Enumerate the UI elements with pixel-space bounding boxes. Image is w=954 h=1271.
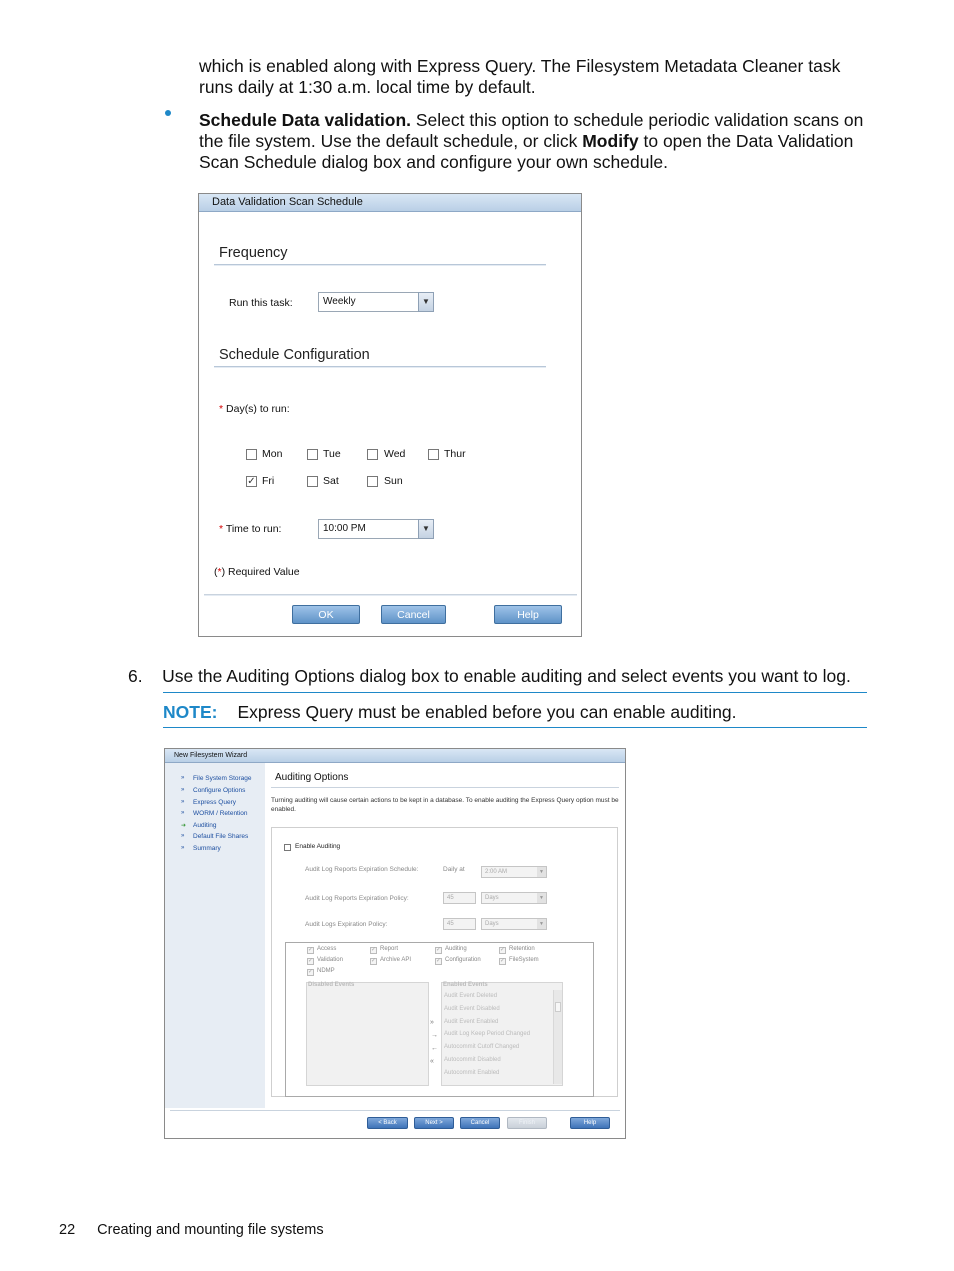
filesystem-label: FileSystem <box>509 957 539 963</box>
report-time-value: 2:00 AM <box>485 869 508 875</box>
bullet-lead: Schedule Data validation. <box>199 110 411 130</box>
wizard-cancel-button[interactable]: Cancel <box>460 1117 500 1129</box>
wed-label: Wed <box>384 448 406 460</box>
thur-checkbox[interactable] <box>428 449 439 460</box>
page-footer <box>59 1222 324 1238</box>
filesystem-wizard-dialog <box>164 748 626 1139</box>
bullet-icon: » <box>181 833 185 839</box>
chevron-down-icon[interactable]: ▼ <box>418 292 434 312</box>
filesystem-checkbox[interactable]: ✓ <box>500 958 506 964</box>
access-label: Access <box>317 946 337 952</box>
time-label: Time to run: <box>225 523 282 535</box>
current-arrow-icon: ➜ <box>181 823 187 829</box>
chevron-down-icon[interactable]: ▼ <box>537 893 546 903</box>
ok-button[interactable]: OK <box>292 605 360 624</box>
bullet-modify: Modify <box>582 131 639 151</box>
bullet-icon: » <box>181 799 185 805</box>
bullet-icon: » <box>181 787 185 793</box>
wizard-title: New Filesystem Wizard <box>165 749 625 763</box>
paren-close: ) <box>221 566 226 578</box>
time-value: 10:00 PM <box>323 523 366 534</box>
step-number: 6. <box>128 666 143 686</box>
dialog-title: Data Validation Scan Schedule <box>199 194 581 212</box>
nav-express-query[interactable]: Express Query <box>193 799 236 806</box>
nav-configure-options[interactable]: Configure Options <box>193 787 246 794</box>
note-bottom-rule <box>163 727 867 728</box>
schedule-config-divider <box>214 366 546 368</box>
chapter-title: Creating and mounting file systems <box>97 1222 324 1238</box>
note <box>163 701 737 723</box>
schedule-config-title: Schedule Configuration <box>219 347 370 363</box>
finish-button[interactable]: Finish <box>507 1117 547 1129</box>
frequency-title: Frequency <box>219 245 288 261</box>
bullet-icon: » <box>181 775 185 781</box>
disabled-events-header: Disabled Events <box>308 982 355 988</box>
nav-default-file-shares[interactable]: Default File Shares <box>193 833 249 840</box>
enabled-event-item[interactable]: Audit Event Disabled <box>444 1006 500 1012</box>
note-top-rule <box>163 692 867 693</box>
fri-checkbox[interactable] <box>246 476 257 487</box>
move-right-icon[interactable]: → <box>431 1032 438 1039</box>
ndmp-label: NDMP <box>317 968 335 974</box>
validation-label: Validation <box>317 957 343 963</box>
validation-checkbox[interactable]: ✓ <box>308 958 314 964</box>
archive-api-checkbox[interactable]: ✓ <box>371 958 377 964</box>
retention-checkbox[interactable]: ✓ <box>500 947 506 953</box>
enabled-event-item[interactable]: Autocommit Cutoff Changed <box>444 1044 520 1050</box>
bullet-text-a: Select this option to schedule periodic validation scans on the file system. Use the default schedule, or click <box>199 110 864 151</box>
chevron-down-icon[interactable]: ▼ <box>418 519 434 539</box>
chevron-down-icon[interactable]: ▼ <box>537 867 546 877</box>
report-label: Report <box>380 946 399 952</box>
sat-label: Sat <box>323 475 339 487</box>
sun-checkbox[interactable] <box>367 476 378 487</box>
button-divider <box>204 594 577 596</box>
enable-auditing-checkbox[interactable] <box>284 844 291 851</box>
auditing-label: Auditing <box>445 946 467 952</box>
fri-label: Fri <box>262 475 275 487</box>
required-asterisk: * <box>219 403 224 415</box>
days-label-row <box>219 403 290 415</box>
enabled-event-item[interactable]: Audit Log Keep Period Changed <box>444 1031 531 1037</box>
paren-open: ( <box>214 566 218 578</box>
configuration-checkbox[interactable]: ✓ <box>436 958 442 964</box>
enabled-event-item[interactable]: Autocommit Enabled <box>444 1070 500 1076</box>
archive-api-label: Archive API <box>380 957 412 963</box>
retention-label: Retention <box>509 946 535 952</box>
logs-policy-number-input[interactable] <box>443 918 476 930</box>
access-checkbox[interactable]: ✓ <box>308 947 314 953</box>
bullet-icon: » <box>181 810 185 816</box>
enabled-event-item[interactable]: Audit Event Deleted <box>444 993 498 999</box>
required-asterisk: * <box>219 523 224 535</box>
tue-label: Tue <box>323 448 341 460</box>
logs-policy-label: Audit Logs Expiration Policy: <box>305 921 388 928</box>
wizard-help-button[interactable]: Help <box>570 1117 610 1129</box>
disabled-events-list[interactable] <box>306 982 429 1086</box>
required-note <box>214 566 300 578</box>
report-checkbox[interactable]: ✓ <box>371 947 377 953</box>
back-button[interactable]: < Back <box>367 1117 408 1129</box>
logs-policy-number: 45 <box>447 921 454 927</box>
events-scrollbar[interactable] <box>553 990 562 1084</box>
bullet-icon: » <box>181 845 185 851</box>
bullet-paragraph <box>199 110 869 173</box>
scrollbar-thumb[interactable] <box>555 1002 561 1012</box>
nav-auditing[interactable]: Auditing <box>193 822 217 829</box>
help-button[interactable]: Help <box>494 605 562 624</box>
note-text: Express Query must be enabled before you can enable auditing. <box>237 702 737 722</box>
panel-description: Turning auditing will cause certain actions to be kept in a database. To enable auditing the Express Query option must be enabled. <box>271 797 619 813</box>
report-schedule-label: Audit Log Reports Expiration Schedule: <box>305 866 419 873</box>
required-text: Required Value <box>225 566 300 578</box>
bullet-dot <box>165 110 171 116</box>
enabled-event-item[interactable]: Autocommit Disabled <box>444 1057 501 1063</box>
cancel-button[interactable]: Cancel <box>381 605 446 624</box>
wizard-button-divider <box>170 1110 620 1111</box>
mon-label: Mon <box>262 448 283 460</box>
report-policy-number: 45 <box>447 895 454 901</box>
enabled-event-item[interactable]: Audit Event Enabled <box>444 1019 499 1025</box>
configuration-label: Configuration <box>445 957 481 963</box>
move-all-left-icon[interactable]: « <box>430 1058 434 1065</box>
days-label: Day(s) to run: <box>226 403 290 415</box>
thur-label: Thur <box>444 448 466 460</box>
frequency-divider <box>214 264 546 266</box>
nav-worm-retention[interactable]: WORM / Retention <box>193 810 248 817</box>
logs-policy-unit: Days <box>485 921 499 927</box>
time-select[interactable] <box>318 519 434 539</box>
intro-paragraph: which is enabled along with Express Query. The Filesystem Metadata Cleaner task runs daily at 1:30 a.m. local time by default. <box>199 56 841 97</box>
scan-schedule-dialog <box>198 193 582 637</box>
run-task-label: Run this task: <box>229 297 293 309</box>
panel-title-divider <box>271 787 619 788</box>
chevron-down-icon[interactable]: ▼ <box>537 919 546 929</box>
nav-file-system-storage[interactable]: File System Storage <box>193 775 252 782</box>
report-policy-unit-select[interactable] <box>481 892 547 904</box>
wizard-sidebar <box>165 763 265 1108</box>
run-task-select[interactable] <box>318 292 434 312</box>
auditing-checkbox[interactable]: ✓ <box>436 947 442 953</box>
sat-checkbox[interactable] <box>307 476 318 487</box>
wed-checkbox[interactable] <box>367 449 378 460</box>
step-text: Use the Auditing Options dialog box to enable auditing and select events you want to log. <box>162 666 851 686</box>
next-button[interactable]: Next > <box>414 1117 454 1129</box>
bullet-text-b: to open the Data Validation Scan Schedule dialog box and configure your own schedule. <box>199 131 854 172</box>
checkmark-icon: ✓ <box>247 476 256 487</box>
report-policy-number-input[interactable] <box>443 892 476 904</box>
nav-summary[interactable]: Summary <box>193 845 221 852</box>
daily-at-label: Daily at <box>443 866 465 873</box>
required-asterisk: * <box>217 566 222 578</box>
report-policy-label: Audit Log Reports Expiration Policy: <box>305 895 409 902</box>
panel-title: Auditing Options <box>275 772 349 783</box>
note-label: NOTE: <box>163 702 218 722</box>
sun-label: Sun <box>384 475 403 487</box>
page-number: 22 <box>59 1222 76 1238</box>
report-policy-unit: Days <box>485 895 499 901</box>
tue-checkbox[interactable] <box>307 449 318 460</box>
enable-auditing-label: Enable Auditing <box>295 843 341 850</box>
mon-checkbox[interactable] <box>246 449 257 460</box>
time-label-row <box>219 523 281 535</box>
move-all-right-icon[interactable]: » <box>430 1019 434 1026</box>
logs-policy-unit-select[interactable] <box>481 918 547 930</box>
ndmp-checkbox[interactable]: ✓ <box>308 969 314 975</box>
report-time-select[interactable] <box>481 866 547 878</box>
run-task-value: Weekly <box>323 296 356 307</box>
enabled-events-header: Enabled Events <box>443 982 488 988</box>
move-left-icon[interactable]: ← <box>431 1045 438 1052</box>
step-6 <box>128 665 851 687</box>
